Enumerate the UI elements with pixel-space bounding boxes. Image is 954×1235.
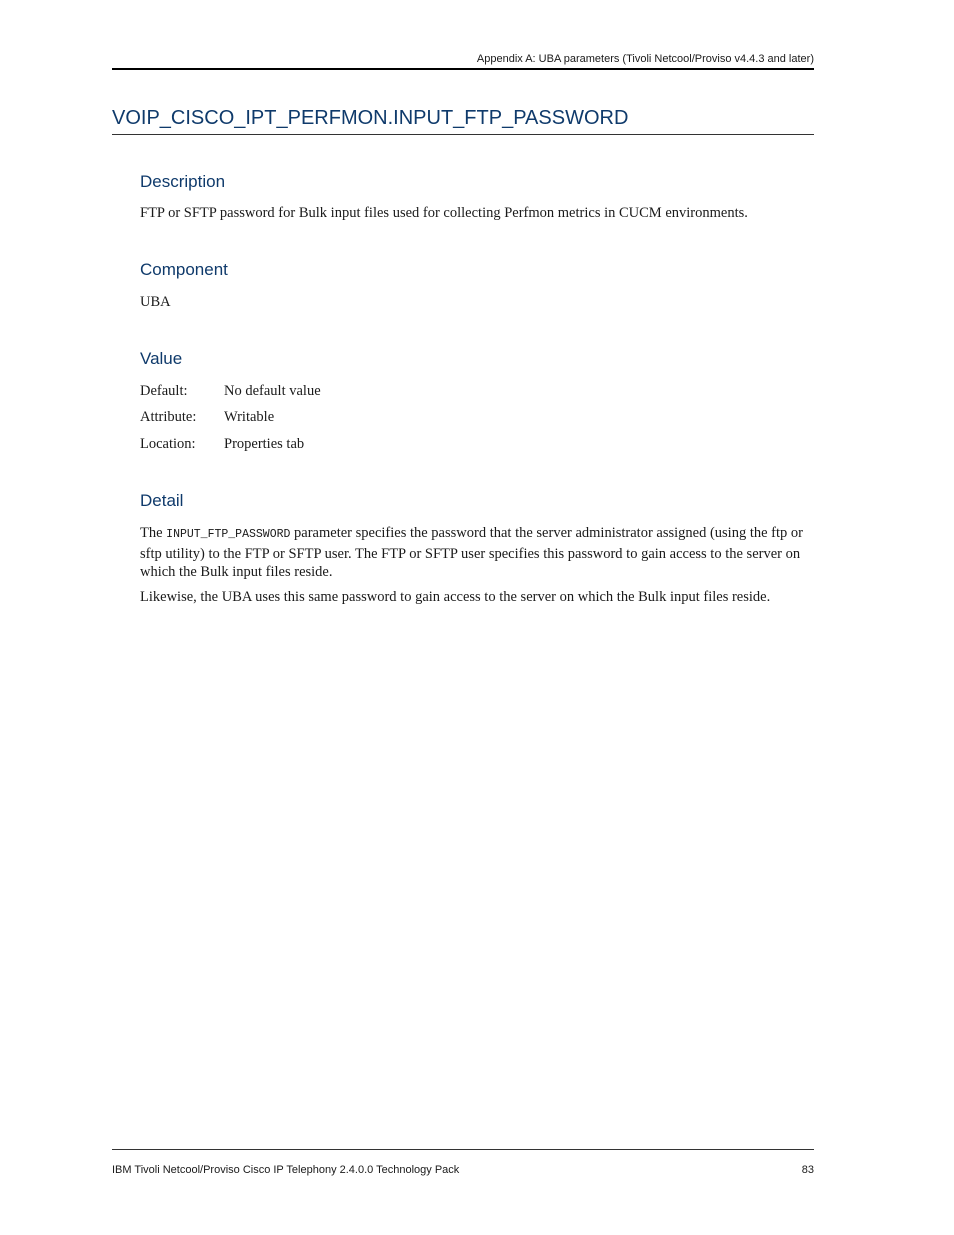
value-value: Properties tab — [224, 436, 305, 452]
footer-page-number: 83 — [801, 1164, 814, 1176]
page-title: VOIP_CISCO_IPT_PERFMON.INPUT_FTP_PASSWORD — [112, 107, 629, 129]
detail-paragraph-1 — [140, 524, 814, 582]
value-value: Writable — [224, 409, 275, 425]
description-text: FTP or SFTP password for Bulk input files used for collecting Perfmon metrics in CUCM environments. — [140, 205, 748, 221]
detail-paragraph-2: Likewise, the UBA uses this same password to gain access to the server on which the Bulk input files reside. — [140, 589, 771, 605]
title-rule — [112, 134, 814, 135]
value-label: Default: — [140, 383, 188, 399]
footer-document-title: IBM Tivoli Netcool/Proviso Cisco IP Telephony 2.4.0.0 Technology Pack — [112, 1164, 460, 1176]
detail-heading: Detail — [140, 491, 184, 510]
running-header: Appendix A: UBA parameters (Tivoli Netcool/Proviso v4.4.3 and later) — [476, 53, 814, 65]
header-rule — [112, 68, 814, 70]
value-label: Attribute: — [140, 409, 197, 425]
value-label: Location: — [140, 436, 196, 452]
value-value: No default value — [224, 383, 321, 399]
parameter-code: INPUT_FTP_PASSWORD — [166, 528, 291, 541]
footer-rule — [112, 1149, 814, 1150]
component-text: UBA — [140, 294, 171, 310]
detail-text: parameter specifies the password that the server administrator assigned (using the ftp or sftp utility) to the FTP or SFTP user. The FTP or SFTP user specifies this password to gain access to the server on which the Bulk input files reside. — [140, 525, 803, 580]
value-heading: Value — [140, 349, 183, 368]
detail-prefix: The — [140, 525, 163, 541]
component-heading: Component — [140, 260, 228, 279]
description-heading: Description — [140, 172, 226, 191]
